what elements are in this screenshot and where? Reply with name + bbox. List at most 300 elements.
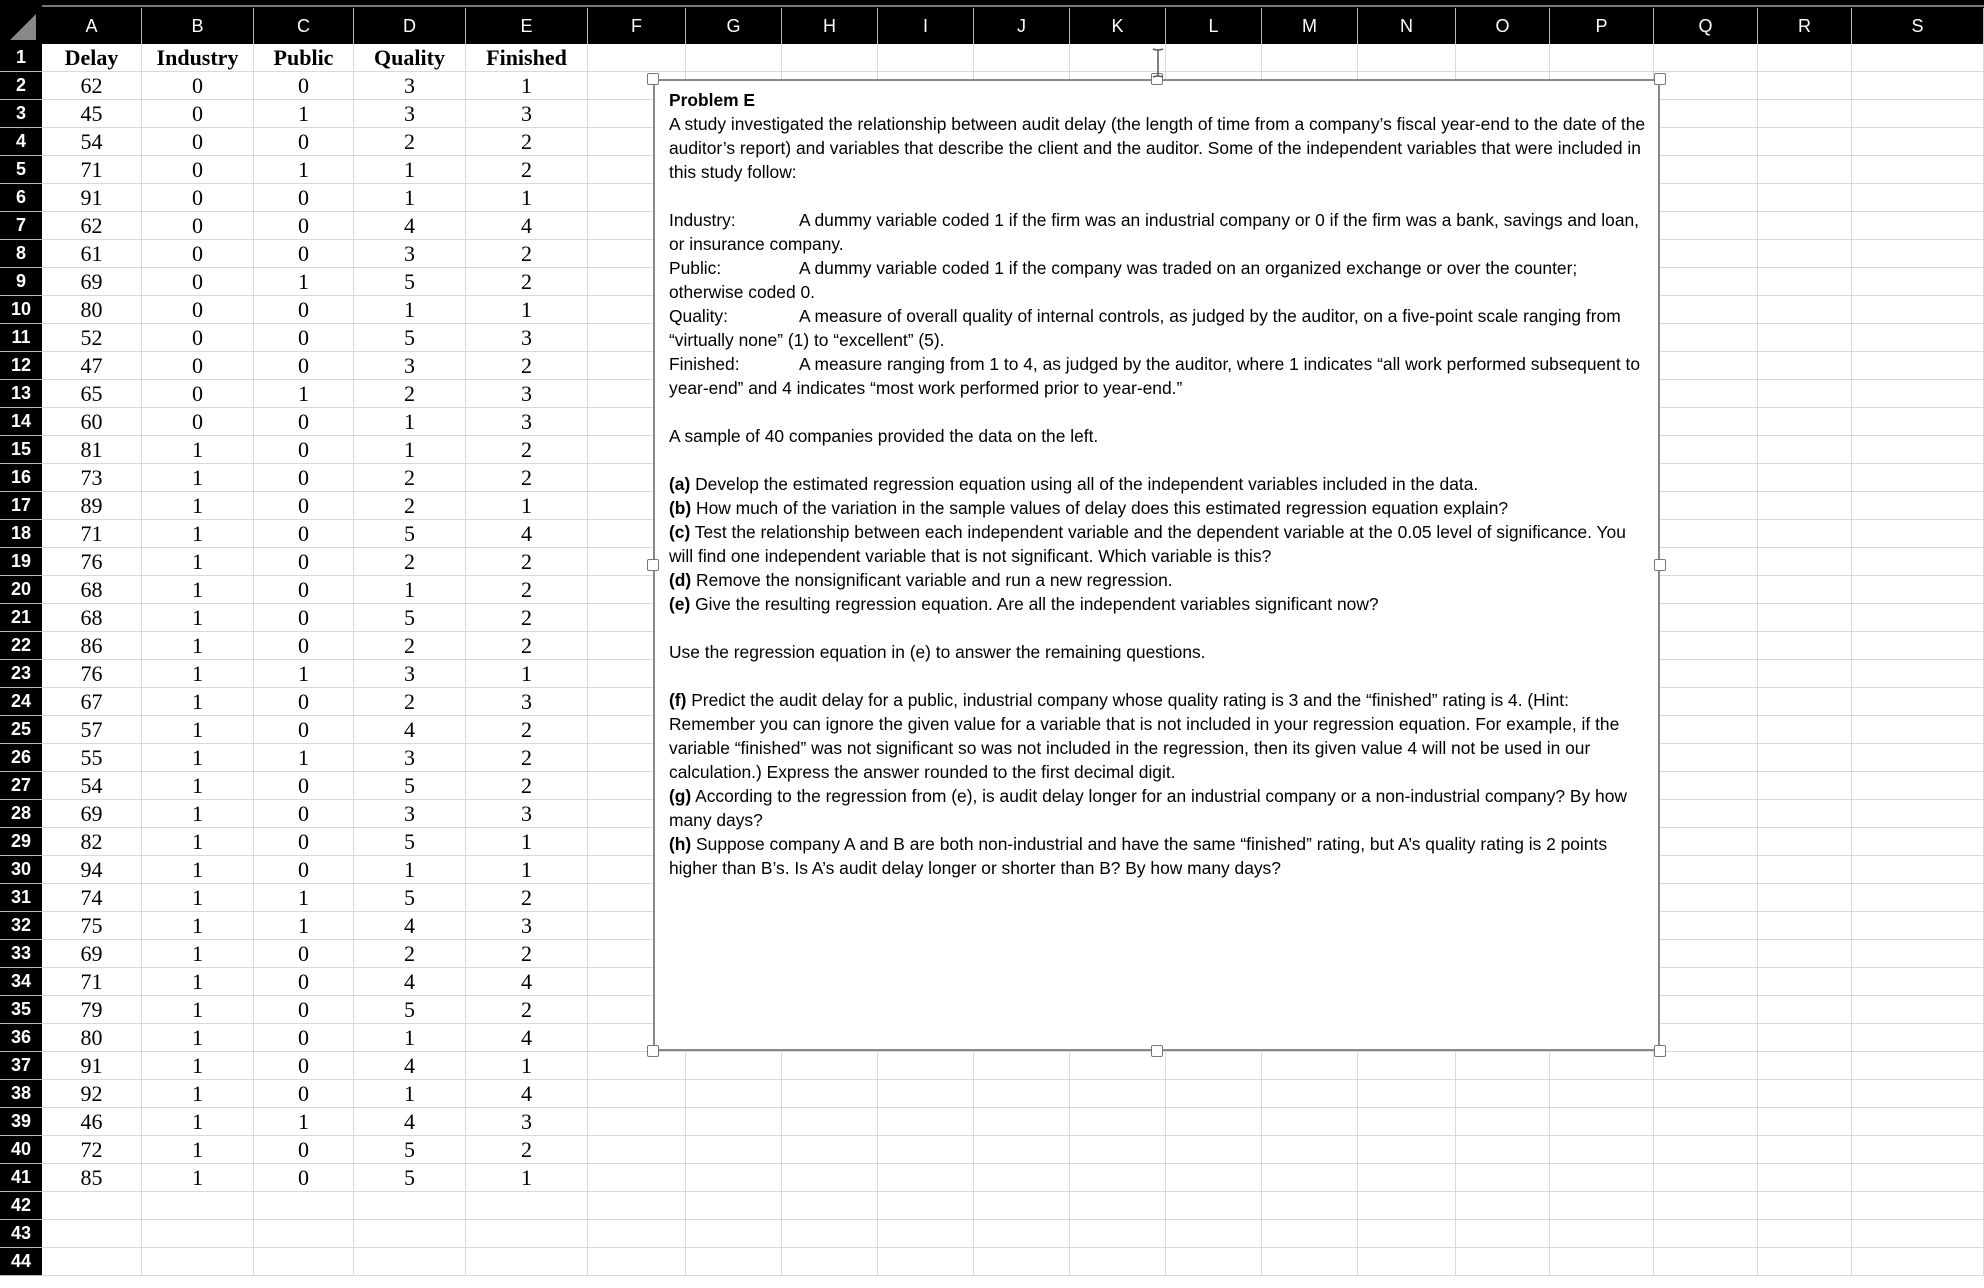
data-cell[interactable]: 4 (466, 1024, 588, 1052)
data-cell[interactable]: 2 (466, 632, 588, 660)
empty-cell[interactable] (1758, 884, 1852, 912)
data-cell[interactable]: 2 (466, 128, 588, 156)
empty-cell[interactable] (1654, 1052, 1758, 1080)
empty-cell[interactable] (1550, 1164, 1654, 1192)
empty-cell[interactable] (1550, 1136, 1654, 1164)
data-cell[interactable]: 92 (42, 1080, 142, 1108)
empty-cell[interactable] (1758, 716, 1852, 744)
data-cell[interactable]: 0 (254, 464, 354, 492)
data-cell[interactable]: 0 (254, 324, 354, 352)
empty-cell[interactable] (1852, 464, 1984, 492)
data-cell[interactable]: 0 (254, 688, 354, 716)
data-cell[interactable]: 1 (142, 1080, 254, 1108)
empty-cell[interactable] (1758, 212, 1852, 240)
empty-cell[interactable] (1166, 1108, 1262, 1136)
data-cell[interactable]: 5 (354, 604, 466, 632)
column-header-j[interactable]: J (974, 8, 1070, 44)
table-header-cell[interactable]: Delay (42, 44, 142, 72)
data-cell[interactable]: 2 (354, 548, 466, 576)
empty-cell[interactable] (878, 44, 974, 72)
empty-cell[interactable] (588, 44, 686, 72)
data-cell[interactable]: 3 (354, 744, 466, 772)
data-cell[interactable]: 0 (254, 128, 354, 156)
row-header-22[interactable]: 22 (0, 632, 42, 660)
empty-cell[interactable] (974, 1136, 1070, 1164)
empty-cell[interactable] (1070, 1248, 1166, 1276)
empty-cell[interactable] (686, 1192, 782, 1220)
empty-cell[interactable] (1852, 828, 1984, 856)
empty-cell[interactable] (1852, 352, 1984, 380)
empty-cell[interactable] (974, 1108, 1070, 1136)
data-cell[interactable]: 1 (254, 268, 354, 296)
data-cell[interactable]: 5 (354, 772, 466, 800)
empty-cell[interactable] (1166, 44, 1262, 72)
data-cell[interactable]: 2 (466, 1136, 588, 1164)
data-cell[interactable]: 0 (254, 1080, 354, 1108)
empty-cell[interactable] (1758, 1248, 1852, 1276)
data-cell[interactable]: 61 (42, 240, 142, 268)
data-cell[interactable]: 69 (42, 268, 142, 296)
empty-cell[interactable] (974, 1248, 1070, 1276)
empty-cell[interactable] (1758, 100, 1852, 128)
data-cell[interactable]: 0 (142, 268, 254, 296)
empty-cell[interactable] (1358, 1192, 1456, 1220)
empty-cell[interactable] (878, 1080, 974, 1108)
data-cell[interactable]: 4 (466, 520, 588, 548)
empty-cell[interactable] (1654, 156, 1758, 184)
empty-cell[interactable] (782, 1220, 878, 1248)
empty-cell[interactable] (1166, 1080, 1262, 1108)
data-cell[interactable]: 5 (354, 884, 466, 912)
empty-cell[interactable] (1852, 744, 1984, 772)
empty-cell[interactable] (1758, 912, 1852, 940)
empty-cell[interactable] (1654, 1024, 1758, 1052)
data-cell[interactable]: 68 (42, 604, 142, 632)
data-cell[interactable]: 2 (466, 268, 588, 296)
empty-cell[interactable] (1550, 1220, 1654, 1248)
data-cell[interactable]: 5 (354, 1164, 466, 1192)
empty-cell[interactable] (878, 1192, 974, 1220)
data-cell[interactable]: 0 (142, 184, 254, 212)
empty-cell[interactable] (1852, 1052, 1984, 1080)
empty-cell[interactable] (1358, 1220, 1456, 1248)
empty-cell[interactable] (878, 1248, 974, 1276)
row-header-5[interactable]: 5 (0, 156, 42, 184)
empty-cell[interactable] (1758, 352, 1852, 380)
row-header-17[interactable]: 17 (0, 492, 42, 520)
data-cell[interactable]: 2 (466, 156, 588, 184)
data-cell[interactable]: 94 (42, 856, 142, 884)
empty-cell[interactable] (1852, 408, 1984, 436)
data-cell[interactable]: 0 (142, 128, 254, 156)
empty-cell[interactable] (1758, 632, 1852, 660)
data-cell[interactable]: 72 (42, 1136, 142, 1164)
data-cell[interactable]: 2 (466, 940, 588, 968)
data-cell[interactable]: 1 (354, 184, 466, 212)
empty-cell[interactable] (1456, 1136, 1550, 1164)
data-cell[interactable]: 2 (466, 548, 588, 576)
row-header-23[interactable]: 23 (0, 660, 42, 688)
empty-cell[interactable] (1758, 184, 1852, 212)
data-cell[interactable]: 60 (42, 408, 142, 436)
data-cell[interactable]: 1 (142, 1136, 254, 1164)
data-cell[interactable]: 3 (466, 380, 588, 408)
empty-cell[interactable] (1758, 464, 1852, 492)
empty-cell[interactable] (1654, 996, 1758, 1024)
data-cell[interactable]: 0 (254, 828, 354, 856)
empty-cell[interactable] (686, 1220, 782, 1248)
empty-cell[interactable] (1550, 1192, 1654, 1220)
empty-cell[interactable] (1456, 1052, 1550, 1080)
row-header-12[interactable]: 12 (0, 352, 42, 380)
empty-cell[interactable] (1758, 688, 1852, 716)
data-cell[interactable]: 2 (466, 716, 588, 744)
empty-cell[interactable] (1166, 1136, 1262, 1164)
empty-cell[interactable] (254, 1248, 354, 1276)
empty-cell[interactable] (782, 1164, 878, 1192)
row-header-35[interactable]: 35 (0, 996, 42, 1024)
empty-cell[interactable] (1852, 1164, 1984, 1192)
data-cell[interactable]: 4 (466, 968, 588, 996)
empty-cell[interactable] (1456, 1108, 1550, 1136)
data-cell[interactable]: 2 (466, 996, 588, 1024)
empty-cell[interactable] (142, 1248, 254, 1276)
empty-cell[interactable] (974, 1220, 1070, 1248)
empty-cell[interactable] (1758, 1024, 1852, 1052)
column-header-l[interactable]: L (1166, 8, 1262, 44)
data-cell[interactable]: 0 (254, 492, 354, 520)
column-header-n[interactable]: N (1358, 8, 1456, 44)
row-header-36[interactable]: 36 (0, 1024, 42, 1052)
empty-cell[interactable] (1654, 576, 1758, 604)
data-cell[interactable]: 1 (142, 520, 254, 548)
data-cell[interactable]: 1 (466, 1164, 588, 1192)
empty-cell[interactable] (1758, 1164, 1852, 1192)
empty-cell[interactable] (1262, 1080, 1358, 1108)
empty-cell[interactable] (1758, 828, 1852, 856)
row-header-31[interactable]: 31 (0, 884, 42, 912)
empty-cell[interactable] (782, 44, 878, 72)
data-cell[interactable]: 1 (142, 632, 254, 660)
data-cell[interactable]: 1 (142, 464, 254, 492)
empty-cell[interactable] (1654, 912, 1758, 940)
empty-cell[interactable] (1758, 1080, 1852, 1108)
data-cell[interactable]: 0 (254, 772, 354, 800)
empty-cell[interactable] (1654, 492, 1758, 520)
empty-cell[interactable] (686, 1108, 782, 1136)
data-cell[interactable]: 2 (466, 352, 588, 380)
data-cell[interactable]: 4 (466, 212, 588, 240)
empty-cell[interactable] (1758, 576, 1852, 604)
data-cell[interactable]: 3 (466, 324, 588, 352)
data-cell[interactable]: 76 (42, 548, 142, 576)
data-cell[interactable]: 75 (42, 912, 142, 940)
empty-cell[interactable] (1852, 548, 1984, 576)
empty-cell[interactable] (1262, 1164, 1358, 1192)
data-cell[interactable]: 1 (142, 688, 254, 716)
data-cell[interactable]: 5 (354, 520, 466, 548)
column-header-i[interactable]: I (878, 8, 974, 44)
data-cell[interactable]: 1 (142, 744, 254, 772)
empty-cell[interactable] (782, 1248, 878, 1276)
data-cell[interactable]: 91 (42, 184, 142, 212)
data-cell[interactable]: 1 (254, 744, 354, 772)
data-cell[interactable]: 46 (42, 1108, 142, 1136)
data-cell[interactable]: 2 (466, 464, 588, 492)
empty-cell[interactable] (1654, 464, 1758, 492)
data-cell[interactable]: 91 (42, 1052, 142, 1080)
row-header-9[interactable]: 9 (0, 268, 42, 296)
data-cell[interactable]: 0 (254, 576, 354, 604)
data-cell[interactable]: 62 (42, 212, 142, 240)
empty-cell[interactable] (1852, 884, 1984, 912)
empty-cell[interactable] (1654, 72, 1758, 100)
row-header-38[interactable]: 38 (0, 1080, 42, 1108)
data-cell[interactable]: 0 (142, 380, 254, 408)
data-cell[interactable]: 3 (354, 800, 466, 828)
data-cell[interactable]: 2 (354, 632, 466, 660)
row-header-21[interactable]: 21 (0, 604, 42, 632)
empty-cell[interactable] (782, 1192, 878, 1220)
data-cell[interactable]: 1 (142, 884, 254, 912)
data-cell[interactable]: 79 (42, 996, 142, 1024)
empty-cell[interactable] (466, 1192, 588, 1220)
row-header-14[interactable]: 14 (0, 408, 42, 436)
data-cell[interactable]: 1 (142, 912, 254, 940)
data-cell[interactable]: 1 (466, 660, 588, 688)
row-header-15[interactable]: 15 (0, 436, 42, 464)
empty-cell[interactable] (1654, 212, 1758, 240)
empty-cell[interactable] (1852, 576, 1984, 604)
empty-cell[interactable] (1852, 996, 1984, 1024)
empty-cell[interactable] (1852, 1136, 1984, 1164)
empty-cell[interactable] (1852, 296, 1984, 324)
empty-cell[interactable] (1654, 128, 1758, 156)
data-cell[interactable]: 54 (42, 772, 142, 800)
empty-cell[interactable] (1852, 520, 1984, 548)
empty-cell[interactable] (1852, 800, 1984, 828)
data-cell[interactable]: 71 (42, 968, 142, 996)
data-cell[interactable]: 80 (42, 296, 142, 324)
empty-cell[interactable] (1070, 1080, 1166, 1108)
empty-cell[interactable] (1654, 1248, 1758, 1276)
empty-cell[interactable] (1758, 380, 1852, 408)
row-header-40[interactable]: 40 (0, 1136, 42, 1164)
data-cell[interactable]: 1 (254, 660, 354, 688)
empty-cell[interactable] (254, 1192, 354, 1220)
data-cell[interactable]: 1 (466, 72, 588, 100)
data-cell[interactable]: 2 (466, 744, 588, 772)
data-cell[interactable]: 3 (466, 408, 588, 436)
empty-cell[interactable] (588, 1136, 686, 1164)
data-cell[interactable]: 69 (42, 940, 142, 968)
row-header-16[interactable]: 16 (0, 464, 42, 492)
empty-cell[interactable] (1758, 660, 1852, 688)
data-cell[interactable]: 3 (354, 72, 466, 100)
column-header-g[interactable]: G (686, 8, 782, 44)
data-cell[interactable]: 62 (42, 72, 142, 100)
empty-cell[interactable] (1852, 604, 1984, 632)
empty-cell[interactable] (1654, 240, 1758, 268)
data-cell[interactable]: 0 (142, 212, 254, 240)
resize-handle[interactable] (1151, 1045, 1163, 1057)
empty-cell[interactable] (1758, 1052, 1852, 1080)
empty-cell[interactable] (1654, 296, 1758, 324)
data-cell[interactable]: 3 (354, 240, 466, 268)
data-cell[interactable]: 4 (354, 1052, 466, 1080)
column-header-c[interactable]: C (254, 8, 354, 44)
data-cell[interactable]: 5 (354, 828, 466, 856)
row-header-6[interactable]: 6 (0, 184, 42, 212)
empty-cell[interactable] (42, 1192, 142, 1220)
data-cell[interactable]: 1 (142, 548, 254, 576)
data-cell[interactable]: 4 (354, 1108, 466, 1136)
empty-cell[interactable] (1070, 1164, 1166, 1192)
data-cell[interactable]: 2 (466, 240, 588, 268)
empty-cell[interactable] (1262, 1052, 1358, 1080)
data-cell[interactable]: 47 (42, 352, 142, 380)
resize-handle[interactable] (1654, 559, 1666, 571)
row-header-39[interactable]: 39 (0, 1108, 42, 1136)
empty-cell[interactable] (782, 1108, 878, 1136)
data-cell[interactable]: 4 (354, 716, 466, 744)
empty-cell[interactable] (1852, 128, 1984, 156)
data-cell[interactable]: 54 (42, 128, 142, 156)
empty-cell[interactable] (588, 1052, 686, 1080)
data-cell[interactable]: 0 (142, 324, 254, 352)
empty-cell[interactable] (974, 1080, 1070, 1108)
empty-cell[interactable] (354, 1192, 466, 1220)
empty-cell[interactable] (878, 1052, 974, 1080)
data-cell[interactable]: 1 (466, 1052, 588, 1080)
empty-cell[interactable] (1758, 1136, 1852, 1164)
column-header-k[interactable]: K (1070, 8, 1166, 44)
empty-cell[interactable] (142, 1220, 254, 1248)
empty-cell[interactable] (1654, 800, 1758, 828)
resize-handle[interactable] (647, 559, 659, 571)
data-cell[interactable]: 1 (466, 856, 588, 884)
data-cell[interactable]: 2 (354, 492, 466, 520)
data-cell[interactable]: 0 (254, 212, 354, 240)
empty-cell[interactable] (1166, 1164, 1262, 1192)
empty-cell[interactable] (878, 1164, 974, 1192)
empty-cell[interactable] (1654, 968, 1758, 996)
data-cell[interactable]: 3 (466, 100, 588, 128)
data-cell[interactable]: 5 (354, 996, 466, 1024)
empty-cell[interactable] (1654, 632, 1758, 660)
empty-cell[interactable] (1070, 1136, 1166, 1164)
empty-cell[interactable] (1358, 1248, 1456, 1276)
empty-cell[interactable] (1654, 324, 1758, 352)
empty-cell[interactable] (878, 1136, 974, 1164)
row-header-28[interactable]: 28 (0, 800, 42, 828)
resize-handle[interactable] (1654, 73, 1666, 85)
empty-cell[interactable] (1166, 1192, 1262, 1220)
row-header-10[interactable]: 10 (0, 296, 42, 324)
empty-cell[interactable] (1758, 128, 1852, 156)
data-cell[interactable]: 1 (466, 184, 588, 212)
empty-cell[interactable] (1166, 1052, 1262, 1080)
empty-cell[interactable] (1852, 1192, 1984, 1220)
row-header-32[interactable]: 32 (0, 912, 42, 940)
empty-cell[interactable] (1654, 548, 1758, 576)
empty-cell[interactable] (1456, 1248, 1550, 1276)
data-cell[interactable]: 0 (254, 632, 354, 660)
row-header-8[interactable]: 8 (0, 240, 42, 268)
empty-cell[interactable] (1758, 240, 1852, 268)
empty-cell[interactable] (588, 1220, 686, 1248)
data-cell[interactable]: 3 (466, 1108, 588, 1136)
empty-cell[interactable] (1758, 520, 1852, 548)
data-cell[interactable]: 1 (142, 1052, 254, 1080)
data-cell[interactable]: 1 (142, 1108, 254, 1136)
empty-cell[interactable] (782, 1052, 878, 1080)
data-cell[interactable]: 1 (142, 800, 254, 828)
empty-cell[interactable] (466, 1220, 588, 1248)
empty-cell[interactable] (1852, 912, 1984, 940)
empty-cell[interactable] (1758, 996, 1852, 1024)
empty-cell[interactable] (1758, 44, 1852, 72)
data-cell[interactable]: 1 (354, 408, 466, 436)
problem-textbox[interactable] (653, 79, 1660, 1051)
empty-cell[interactable] (1758, 800, 1852, 828)
empty-cell[interactable] (466, 1248, 588, 1276)
row-header-4[interactable]: 4 (0, 128, 42, 156)
data-cell[interactable]: 0 (142, 352, 254, 380)
empty-cell[interactable] (1550, 1080, 1654, 1108)
empty-cell[interactable] (1070, 1220, 1166, 1248)
empty-cell[interactable] (1852, 156, 1984, 184)
data-cell[interactable]: 3 (466, 800, 588, 828)
data-cell[interactable]: 0 (254, 716, 354, 744)
table-header-cell[interactable]: Finished (466, 44, 588, 72)
empty-cell[interactable] (1654, 268, 1758, 296)
empty-cell[interactable] (1852, 772, 1984, 800)
empty-cell[interactable] (1852, 1024, 1984, 1052)
data-cell[interactable]: 1 (354, 1024, 466, 1052)
data-cell[interactable]: 57 (42, 716, 142, 744)
empty-cell[interactable] (1654, 1164, 1758, 1192)
empty-cell[interactable] (1550, 44, 1654, 72)
data-cell[interactable]: 1 (254, 156, 354, 184)
empty-cell[interactable] (1262, 1248, 1358, 1276)
empty-cell[interactable] (1758, 72, 1852, 100)
data-cell[interactable]: 0 (142, 408, 254, 436)
data-cell[interactable]: 1 (142, 996, 254, 1024)
row-header-34[interactable]: 34 (0, 968, 42, 996)
empty-cell[interactable] (1852, 212, 1984, 240)
data-cell[interactable]: 89 (42, 492, 142, 520)
data-cell[interactable]: 80 (42, 1024, 142, 1052)
empty-cell[interactable] (1852, 660, 1984, 688)
data-cell[interactable]: 2 (466, 772, 588, 800)
data-cell[interactable]: 1 (142, 1164, 254, 1192)
data-cell[interactable]: 2 (354, 128, 466, 156)
empty-cell[interactable] (974, 1192, 1070, 1220)
data-cell[interactable]: 0 (254, 1024, 354, 1052)
data-cell[interactable]: 0 (254, 436, 354, 464)
data-cell[interactable]: 74 (42, 884, 142, 912)
empty-cell[interactable] (686, 1164, 782, 1192)
row-header-26[interactable]: 26 (0, 744, 42, 772)
data-cell[interactable]: 1 (354, 156, 466, 184)
data-cell[interactable]: 1 (142, 436, 254, 464)
empty-cell[interactable] (974, 1052, 1070, 1080)
empty-cell[interactable] (588, 1192, 686, 1220)
table-header-cell[interactable]: Quality (354, 44, 466, 72)
empty-cell[interactable] (1852, 856, 1984, 884)
resize-handle[interactable] (1654, 1045, 1666, 1057)
